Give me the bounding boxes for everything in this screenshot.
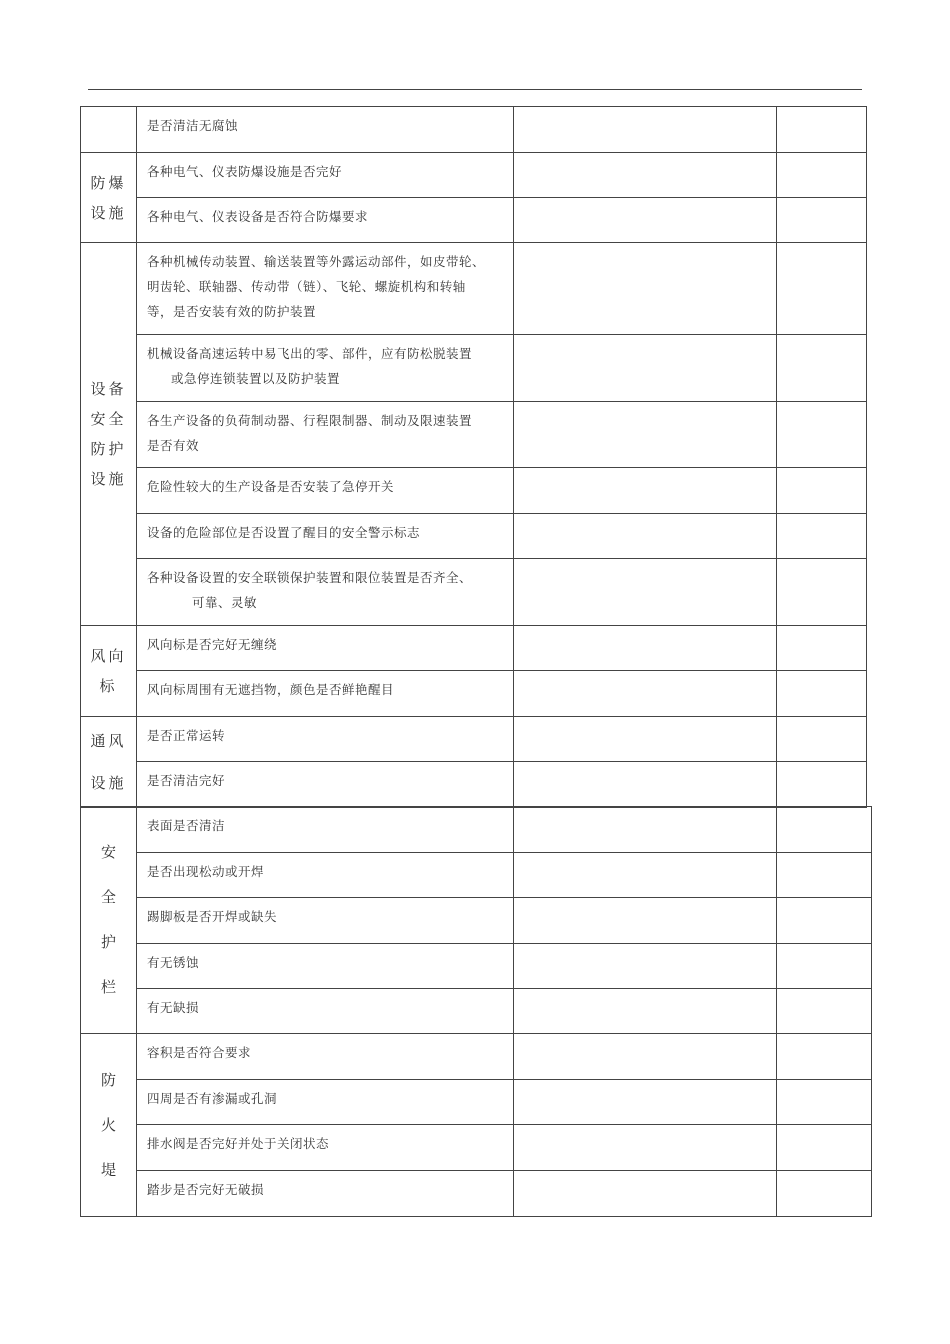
category-cell: 通风 设施 (81, 717, 137, 808)
remark-cell[interactable] (777, 1080, 872, 1125)
table-row (81, 1125, 872, 1171)
remark-cell[interactable] (777, 762, 867, 808)
remark-cell[interactable] (777, 853, 872, 898)
check-item: 各生产设备的负荷制动器、行程限制器、制动及限速装置 是否有效 (137, 402, 514, 468)
table-row (81, 1171, 872, 1217)
table-row (81, 762, 867, 808)
remark-cell[interactable] (777, 335, 867, 402)
result-cell[interactable] (514, 853, 777, 898)
table-row (81, 198, 867, 243)
check-item: 是否清洁无腐蚀 (137, 107, 514, 153)
table-row (81, 1080, 872, 1125)
check-item: 是否清洁完好 (137, 762, 514, 808)
table-row (81, 853, 872, 898)
check-item: 踏步是否完好无破损 (137, 1171, 514, 1217)
result-cell[interactable] (514, 1125, 777, 1171)
result-cell[interactable] (514, 1171, 777, 1217)
check-item: 踢脚板是否开焊或缺失 (137, 898, 514, 944)
category-cell: 风向 标 (81, 626, 137, 717)
table-row (81, 468, 867, 514)
result-cell[interactable] (514, 198, 777, 243)
check-item: 各种电气、仪表设备是否符合防爆要求 (137, 198, 514, 243)
table-row (81, 335, 867, 402)
table-row (81, 944, 872, 989)
result-cell[interactable] (514, 335, 777, 402)
inspection-table-top (80, 106, 867, 808)
remark-cell[interactable] (777, 898, 872, 944)
table-row (81, 559, 867, 626)
table-row (81, 671, 867, 717)
result-cell[interactable] (514, 717, 777, 762)
check-item: 风向标是否完好无缠绕 (137, 626, 514, 671)
category-cell: 安 全 护 栏 (81, 807, 137, 1034)
remark-cell[interactable] (777, 1125, 872, 1171)
table-row (81, 153, 867, 198)
result-cell[interactable] (514, 671, 777, 717)
result-cell[interactable] (514, 944, 777, 989)
check-item: 有无缺损 (137, 989, 514, 1034)
result-cell[interactable] (514, 468, 777, 514)
result-cell[interactable] (514, 514, 777, 559)
check-item: 机械设备高速运转中易飞出的零、部件，应有防松脱装置 或急停连锁装置以及防护装置 (137, 335, 514, 402)
table-row (81, 243, 867, 335)
category-cell: 防 火 堤 (81, 1034, 137, 1217)
remark-cell[interactable] (777, 468, 867, 514)
check-item: 是否出现松动或开焊 (137, 853, 514, 898)
result-cell[interactable] (514, 989, 777, 1034)
check-item: 设备的危险部位是否设置了醒目的安全警示标志 (137, 514, 514, 559)
remark-cell[interactable] (777, 944, 872, 989)
remark-cell[interactable] (777, 1171, 872, 1217)
result-cell[interactable] (514, 559, 777, 626)
remark-cell[interactable] (777, 243, 867, 335)
remark-cell[interactable] (777, 671, 867, 717)
result-cell[interactable] (514, 807, 777, 853)
remark-cell[interactable] (777, 1034, 872, 1080)
check-item: 风向标周围有无遮挡物，颜色是否鲜艳醒目 (137, 671, 514, 717)
table-row (81, 717, 867, 762)
check-item: 是否正常运转 (137, 717, 514, 762)
remark-cell[interactable] (777, 402, 867, 468)
table-row (81, 626, 867, 671)
table-row (81, 989, 872, 1034)
check-item: 有无锈蚀 (137, 944, 514, 989)
result-cell[interactable] (514, 402, 777, 468)
remark-cell[interactable] (777, 153, 867, 198)
check-item: 各种电气、仪表防爆设施是否完好 (137, 153, 514, 198)
remark-cell[interactable] (777, 989, 872, 1034)
result-cell[interactable] (514, 153, 777, 198)
remark-cell[interactable] (777, 514, 867, 559)
table-row (81, 107, 867, 153)
result-cell[interactable] (514, 626, 777, 671)
table-row (81, 1034, 872, 1080)
check-item: 表面是否清洁 (137, 807, 514, 853)
check-item: 排水阀是否完好并处于关闭状态 (137, 1125, 514, 1171)
check-item: 各种设备设置的安全联锁保护装置和限位装置是否齐全、 可靠、灵敏 (137, 559, 514, 626)
table-row (81, 898, 872, 944)
remark-cell[interactable] (777, 198, 867, 243)
table-row (81, 514, 867, 559)
check-item: 四周是否有渗漏或孔洞 (137, 1080, 514, 1125)
result-cell[interactable] (514, 243, 777, 335)
check-item: 容积是否符合要求 (137, 1034, 514, 1080)
remark-cell[interactable] (777, 559, 867, 626)
result-cell[interactable] (514, 898, 777, 944)
table-row (81, 402, 867, 468)
result-cell[interactable] (514, 762, 777, 808)
category-cell: 防爆 设施 (81, 153, 137, 243)
check-item: 危险性较大的生产设备是否安装了急停开关 (137, 468, 514, 514)
category-cell: 设备 安全 防护 设施 (81, 243, 137, 626)
inspection-table-bottom (80, 806, 872, 1217)
check-item: 各种机械传动装置、输送装置等外露运动部件，如皮带轮、 明齿轮、联轴器、传动带（链）、飞轮、螺旋机构和转轴 等，是否安装有效的防护装置 (137, 243, 514, 335)
remark-cell[interactable] (777, 626, 867, 671)
result-cell[interactable] (514, 1034, 777, 1080)
remark-cell[interactable] (777, 717, 867, 762)
remark-cell[interactable] (777, 807, 872, 853)
header-rule (88, 89, 862, 90)
remark-cell[interactable] (777, 107, 867, 153)
table-row (81, 807, 872, 853)
category-cell (81, 107, 137, 153)
result-cell[interactable] (514, 107, 777, 153)
result-cell[interactable] (514, 1080, 777, 1125)
